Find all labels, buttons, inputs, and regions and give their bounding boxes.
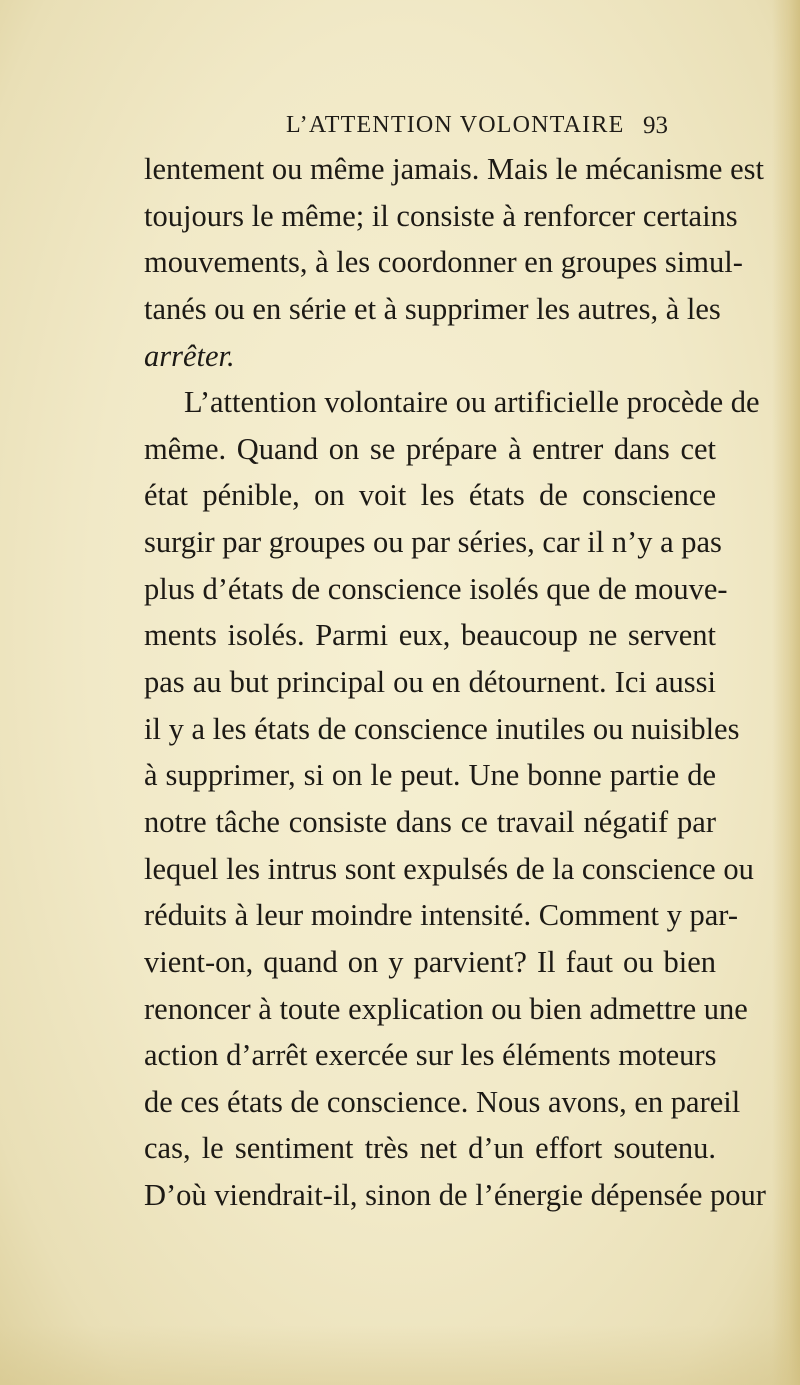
page-bottom-shading bbox=[0, 1325, 800, 1385]
page-edge-shading bbox=[772, 0, 800, 1385]
paragraph-start-line: L’attention volontaire ou artificielle procède de bbox=[184, 385, 760, 420]
text-line: mouvements, à les coordonner en groupes simul- bbox=[144, 245, 743, 280]
text-line: lentement ou même jamais. Mais le mécanisme est bbox=[144, 152, 764, 186]
text-line: lequel les intrus sont expulsés de la conscience ou bbox=[144, 851, 754, 886]
text-line: il y a les états de conscience inutiles ou nuisibles bbox=[144, 711, 740, 746]
text-line: surgir par groupes ou par séries, car il n’y a pas bbox=[144, 525, 722, 560]
text-line: cas, le sentiment très net d’un effort soutenu. bbox=[144, 1131, 716, 1166]
running-title: L’ATTENTION VOLONTAIRE bbox=[286, 112, 625, 138]
text-line: action d’arrêt exercée sur les éléments moteurs bbox=[144, 1038, 717, 1073]
text-line: état pénible, on voit les états de conscience bbox=[144, 478, 716, 513]
text-line: pas au but principal ou en détournent. Ici aussi bbox=[144, 665, 716, 700]
text-line-italic: arrêter. bbox=[144, 338, 235, 373]
text-line: à supprimer, si on le peut. Une bonne partie de bbox=[144, 758, 716, 793]
text-line: ments isolés. Parmi eux, beaucoup ne servent bbox=[144, 618, 716, 653]
text-line: de ces états de conscience. Nous avons, en pareil bbox=[144, 1084, 741, 1119]
page-number: 93 bbox=[643, 112, 668, 139]
text-line: réduits à leur moindre intensité. Comment y par- bbox=[144, 898, 738, 933]
text-line: même. Quand on se prépare à entrer dans cet bbox=[144, 431, 716, 466]
text-line: vient-on, quand on y parvient? Il faut ou bien bbox=[144, 944, 716, 979]
text-line: toujours le même; il consiste à renforcer certains bbox=[144, 198, 738, 233]
body-text bbox=[144, 146, 766, 1219]
text-line: D’où viendrait-il, sinon de l’énergie dépensée pour bbox=[144, 1178, 766, 1213]
text-line: plus d’états de conscience isolés que de mouve- bbox=[144, 571, 728, 606]
text-line: tanés ou en série et à supprimer les autres, à les bbox=[144, 291, 721, 326]
running-head bbox=[0, 112, 800, 142]
text-line: renoncer à toute explication ou bien admettre une bbox=[144, 991, 748, 1026]
text-line: notre tâche consiste dans ce travail négatif par bbox=[144, 804, 716, 839]
